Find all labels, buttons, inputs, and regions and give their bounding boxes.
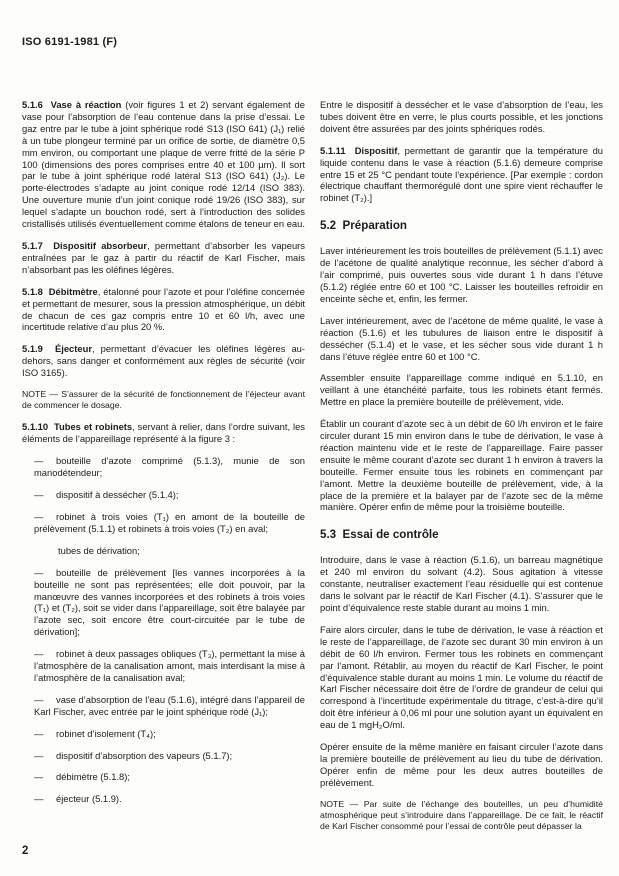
list-item-text: tubes de dérivation; [58, 544, 140, 556]
paragraph-laver-bouteilles: Laver intérieurement les trois bouteilles de prélèvement (5.1.1) avec de l’acétone de qualité analytique reconnue, les sécher d’abord à l’air comprimé, puis ouvertes sous vide durant 1 h dans l’étuve (5.1.2) réglée entre 60 et 100 °C. Laisser les bouteilles refroidir en enceinte sèche et, enfin, les fermer. [320, 245, 603, 304]
section-5-1-7-text: , permettant d’absorber les vapeurs entraînées par le gaz à partir du réactif de Karl Fischer, mais n’absorbant pas les oléfines légères. [22, 239, 305, 275]
list-dash: — [34, 727, 44, 739]
list-item [34, 489, 305, 501]
section-5-1-11-text: , permettant de garantir que la température du liquide contenu dans le vase à réaction (5.1.6) demeure comprise entre 15 et 25 °C pendant toute l’expérience. [Par exemple : cordon électrique chauffant thermorégulé dont une spire vient réchauffer le robinet (T₂).] [320, 144, 604, 204]
list-dash: — [34, 771, 44, 783]
list-item [34, 728, 305, 740]
section-5-1-8 [22, 286, 305, 334]
page-number: 2 [22, 845, 29, 857]
list-item-text: dispositif d’absorption des vapeurs (5.1.7); [56, 749, 233, 761]
document-header: ISO 6191-1981 (F) [22, 36, 118, 48]
note-ejecteur: NOTE — S’assurer de la sécurité de fonctionnement de l’éjecteur avant de commencer le dosage. [22, 389, 305, 411]
list-item-text: bouteille d’azote comprimé (5.1.3), munie de son manodétendeur; [34, 455, 305, 479]
paragraph-introduire: Introduire, dans le vase à réaction (5.1.6), un barreau magnétique et 240 ml environ du solvant (4.2). Sous agitation à vitesse constante, neutraliser exactement l’eau résiduelle qui est contenue dans le solvant par le réactif de Karl Fischer (4.1). S’assurer que le point d’équivalence reste stable durant au moins 1 min. [320, 554, 603, 613]
section-5-1-11-heading: 5.1.11 Dispositif [320, 144, 398, 156]
list-dash: — [34, 566, 44, 578]
list-item [34, 750, 305, 762]
note-echange-bouteilles: NOTE — Par suite de l’échange des bouteilles, un peu d’humidité atmosphérique peut s’introduire dans l’appareillage. De ce fait, le réactif de Karl Fischer consommé pour l’essai de contrôle peut dépasser la [320, 798, 603, 832]
two-column-layout [22, 99, 603, 842]
list-dash: — [34, 455, 44, 467]
list-item-text: robinet à trois voies (T₁) en amont de la bouteille de prélèvement (5.1.1) et robinets à trois voies (T₂) en aval; [34, 510, 305, 534]
list-item [34, 511, 305, 535]
section-5-1-9-text: , permettant d’évacuer les oléfines légères au-dehors, sans danger et conformément aux règles de sécurité (voir ISO 3165). [22, 343, 305, 379]
section-5-1-8-heading: 5.1.8 Débitmètre [22, 285, 98, 297]
section-5-1-9 [22, 343, 305, 379]
section-5-1-7-heading: 5.1.7 Dispositif absorbeur [22, 239, 148, 251]
section-5-1-6-heading: 5.1.6 Vase à réaction [22, 99, 122, 110]
section-5-1-6-text: (voir figures 1 et 2) servant également de vase pour l’absorption de l’eau contenue dans la prise d’essai. Le gaz entre par le tube à joint sphérique rodé S13 (ISO 641) (J₁) relié à un tube plongeur terminé par un orifice de sortie, de diamètre 0,5 mm environ, ou comportant une plaque de verre fritté de la série P 100 (dimensions des pores comprises entre 40 et 100 µm). Il sort par le tube à joint sphérique rodé latéral S13 (ISO 641) (J₂). Le porte-électrodes s’adapte au joint conique rodé 12/14 (ISO 383). Une ouverture munie d’un joint conique rodé 19/26 (ISO 383), sur lequel s’adapte un bouchon rodé, sert à l’introduction des solides cristallisés utilisés éventuellement comme étalons de teneur en eau. [22, 99, 305, 230]
list-item-text: robinet à deux passages obliques (T₃), permettant la mise à l’atmosphère de la canalisation amont, mais interdisant la mise à l’atmosphère de la canalisation aval; [34, 648, 305, 683]
list-item-text: robinet d’isolement (T₄); [56, 727, 156, 739]
paragraph-etablir-courant: Établir un courant d’azote sec à un débit de 60 l/h environ et le faire circuler durant 15 min environ dans le tube de dérivation, le vase à réaction maintenu vide et le reste de l’appareillage. Faire passer ensuite le même courant d’azote sec durant 1 h environ à travers la bouteille. Fermer ensuite tous les robinets en commençant par l’amont. Mettre la deuxième bouteille de prélèvement, vide, à la place de la première et la balayer par de l’azote sec de la même manière. Opérer enfin de même pour la troisième bouteille. [320, 418, 603, 513]
heading-5-2-preparation: 5.2 Préparation [320, 219, 407, 233]
section-5-1-10-text: , servant à relier, dans l’ordre suivant, les éléments de l’appareillage représenté à la figure 3 : [22, 421, 305, 445]
section-5-1-11 [320, 145, 603, 205]
section-5-1-10 [22, 421, 305, 445]
list-item [34, 793, 305, 805]
paragraph-operer: Opérer ensuite de la même manière en faisant circuler l’azote dans la première bouteille de prélèvement au lieu du tube de dérivation. Opérer enfin de même pour les deux autres bouteilles de prélèvement. [320, 741, 603, 788]
right-column [320, 99, 603, 842]
list-item [34, 694, 305, 718]
list-item-text: dispositif à dessécher (5.1.4); [56, 489, 179, 501]
list-item [34, 648, 305, 684]
list-dash: — [34, 648, 44, 660]
list-item-text: débimètre (5.1.8); [56, 771, 130, 783]
list-dash: — [34, 749, 44, 761]
list-dash: — [34, 793, 44, 805]
list-item-text: éjecteur (5.1.9). [56, 793, 122, 805]
list-item [34, 455, 305, 479]
list-dash: — [34, 510, 44, 522]
section-5-1-8-text: , étalonné pour l’azote et pour l’oléfine concernée et permettant de mesurer, sous la pression atmosphérique, un débit de chacun de ces gaz compris entre 10 et 60 l/h, avec une incertitude relative d’au plus 20 %. [22, 285, 305, 333]
list-item-text: vase d’absorption de l’eau (5.1.6), intégré dans l’appareil de Karl Fischer, avec entrée par le joint sphérique rodé (J₁); [34, 693, 305, 717]
left-column [22, 99, 305, 842]
section-5-1-9-heading: 5.1.9 Éjecteur [22, 343, 92, 355]
list-dash: — [34, 489, 44, 501]
heading-5-3-essai-de-controle: 5.3 Essai de contrôle [320, 528, 439, 542]
paragraph-laver-vase: Laver intérieurement, avec de l’acétone de même qualité, le vase à réaction (5.1.6) et les tubulures de liaison entre le dispositif à dessécher (5.1.4) et le vase, et les sécher sous vide durant 1 h dans l’étuve réglée entre 60 et 100 °C. [320, 314, 603, 362]
paragraph-assembler: Assembler ensuite l’appareillage comme indiqué en 5.1.10, en veillant à une étanchéité parfaite, tous les robinets étant fermés. Mettre en place la première bouteille de prélèvement, vide. [320, 372, 603, 408]
list-item [34, 771, 305, 783]
paragraph-continuation: Entre le dispositif à dessécher et le vase d’absorption de l’eau, les tubes doivent être en verre, le plus courts possible, et les jonctions doivent être assurées par des joints sphériques rodés. [320, 99, 603, 134]
section-5-1-7 [22, 240, 305, 276]
list-sub-item [58, 545, 305, 557]
section-5-1-6 [22, 99, 305, 230]
list-item-text: bouteille de prélèvement [les vannes incorporées à la bouteille ne sont pas représentées; elle doit pouvoir, par la manœuvre des vannes incorporées et des robinets à trois voies (T₁) et (T₂), soit se vider dans l’appareillage, soit être balayée par l’azote sec, soit encore être court-circuitée par le tube de dérivation]; [34, 566, 305, 638]
list-dash: — [34, 693, 44, 705]
paragraph-faire-circuler: Faire alors circuler, dans le tube de dérivation, le vase à réaction et le reste de l’appareillage, de l’azote sec durant 30 min environ à un débit de 60 l/h environ. Fermer tous les robinets en commençant par l’amont. Rétablir, au moyen du réactif de Karl Fischer, le point d’équivalence stable durant au moins 1 min. Le volume du réactif de Karl Fischer nécessaire doit être de l’ordre de grandeur de celui qui correspond à l’incertitude expérimentale du titrage, c’est-à-dire qu’il doit être inférieur à 0,06 ml pour une solution ayant un équivalent en eau de 1 mgH₂O/ml. [320, 623, 603, 731]
list-item [34, 567, 305, 638]
section-5-1-10-heading: 5.1.10 Tubes et robinets [22, 421, 133, 433]
